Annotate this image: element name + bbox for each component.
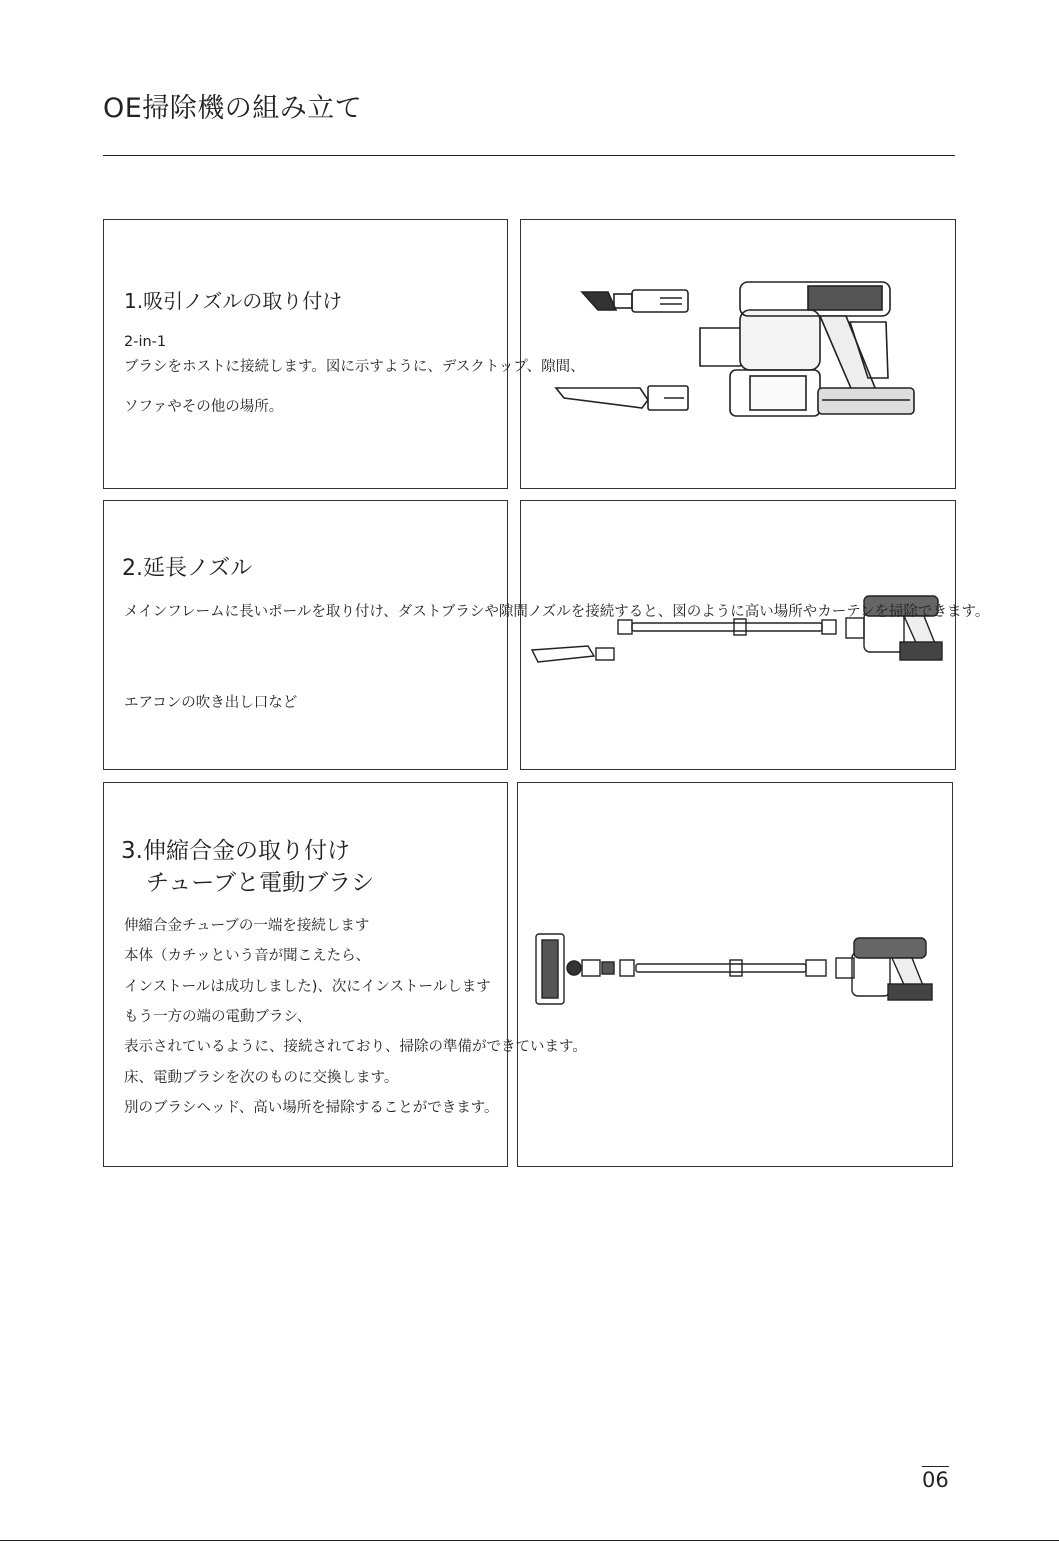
handheld-vacuum-icon xyxy=(700,282,914,416)
step1-line: ブラシをホストに接続します。図に示すように、デスクトップ、隙間、 xyxy=(124,359,585,375)
extension-pole-icon xyxy=(618,619,836,635)
crevice-tool-icon xyxy=(532,646,594,662)
handheld-vacuum-icon xyxy=(836,938,932,1000)
step1-text-panel xyxy=(103,219,508,489)
step2-line: エアコンの吹き出し口など xyxy=(124,695,298,711)
step3-line: もう一方の端の電動ブラシ、 xyxy=(124,1009,312,1025)
step1-heading: 1.吸引ノズルの取り付け xyxy=(124,289,343,313)
step1-line: 2-in-1 xyxy=(124,334,167,350)
step2-text-panel xyxy=(103,500,508,770)
step2-heading: 2.延長ノズル xyxy=(122,556,253,581)
title-divider xyxy=(103,155,955,156)
step3-line: 伸縮合金チューブの一端を接続します xyxy=(124,918,370,934)
telescopic-tube-icon xyxy=(636,960,826,976)
step2-line: メインフレームに長いポールを取り付け、ダストブラシや隙間ノズルを接続すると、図のように高い場所やカーテンを掃除できます。 xyxy=(124,604,990,620)
step1-vacuum-illustration xyxy=(550,270,930,430)
dust-brush-icon xyxy=(582,290,688,312)
step3-heading-continued: チューブと電動ブラシ xyxy=(146,870,375,896)
page-title: OE掃除機の組み立て xyxy=(103,93,363,124)
step3-line: 別のブラシヘッド、高い場所を掃除することができます。 xyxy=(124,1100,499,1116)
step3-line: 床、電動ブラシを次のものに交換します。 xyxy=(124,1070,399,1086)
step3-line: 本体（カチッという音が聞こえたら、 xyxy=(124,948,371,964)
step1-line: ソファやその他の場所。 xyxy=(124,399,284,415)
page-number: 06 xyxy=(922,1468,949,1492)
step3-line: インストールは成功しました)、次にインストールします xyxy=(124,979,491,995)
step3-heading: 3.伸縮合金の取り付け xyxy=(121,838,350,864)
bottom-divider xyxy=(0,1540,1059,1541)
step3-line: 表示されているように、接続されており、掃除の準備ができています。 xyxy=(124,1039,587,1055)
power-brush-icon xyxy=(536,934,634,1004)
crevice-tool-icon xyxy=(556,386,688,410)
step3-assembly-illustration xyxy=(530,928,940,1010)
